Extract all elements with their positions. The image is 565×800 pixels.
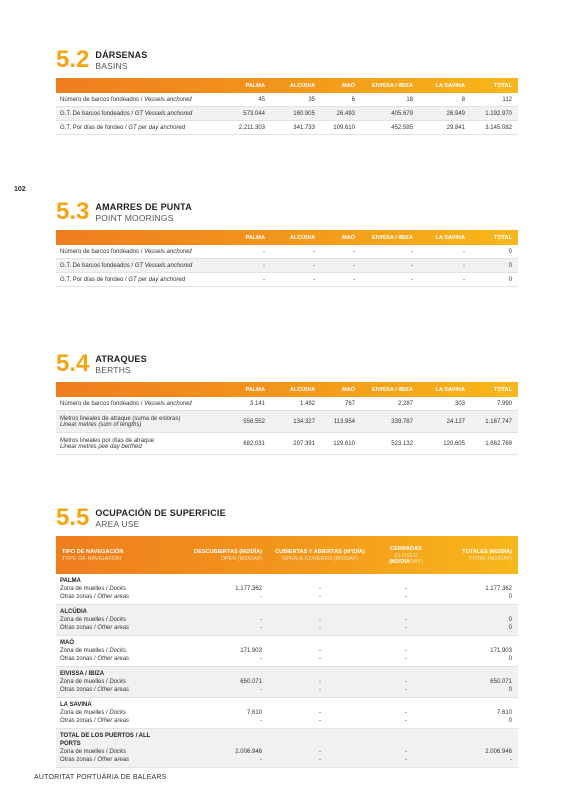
- row-label: LA SAVINA Zona de muelles / Docks Otras zonas / Other areas: [56, 698, 176, 729]
- group-name: PALMA: [60, 578, 81, 584]
- cell: 556.552: [226, 411, 271, 433]
- cell: 29.841: [419, 121, 471, 135]
- cell: 405.679: [361, 107, 419, 121]
- group-name: ALCÚDIA: [60, 609, 87, 615]
- cell: -: [361, 259, 419, 273]
- cell: 26.493: [321, 107, 361, 121]
- table-row: [56, 245, 518, 259]
- cell-covered: - -: [268, 636, 378, 667]
- cell-covered: - -: [268, 698, 378, 729]
- cell-total: 171.903 0: [440, 636, 518, 667]
- cell: 452.595: [361, 121, 419, 135]
- row-label: PALMA Zona de muelles / Docks Otras zonas / Other areas: [56, 574, 176, 605]
- cell-closed: - -: [378, 636, 440, 667]
- cell-closed: - -: [378, 605, 440, 636]
- section-subtitle: BERTHS: [95, 365, 131, 375]
- header-mao: MAÓ: [341, 82, 355, 89]
- cell: 3.141: [226, 397, 271, 411]
- footer: AUTORITAT PORTUÀRIA DE BALEARS: [34, 774, 167, 781]
- cell: 18: [361, 93, 419, 107]
- row-label: MAÓ Zona de muelles / Docks Otras zonas / Other areas: [56, 636, 176, 667]
- header-total: TOTAL: [493, 386, 512, 393]
- section-area-use: [56, 494, 518, 768]
- table-row: [56, 397, 518, 411]
- table-header-row: [56, 78, 518, 93]
- section-subtitle: POINT MOORINGS: [95, 213, 174, 223]
- cell: 1.662.769: [471, 433, 518, 455]
- table-row: [56, 698, 518, 729]
- header-label: [56, 382, 226, 397]
- cell: 339.787: [361, 411, 419, 433]
- header-navigation-type: TIPO DE NAVEGACIÓN TYPE OF NAVIGATION: [62, 548, 124, 562]
- cell: 1.492: [271, 397, 321, 411]
- table-header-row: [56, 382, 518, 397]
- section-basins: [56, 36, 518, 135]
- cell: 0: [471, 259, 518, 273]
- table-row: [56, 259, 518, 273]
- cell: 113.954: [321, 411, 361, 433]
- header-la-savina: LA SAVINA: [435, 386, 465, 393]
- cell-open: 171.903 -: [176, 636, 268, 667]
- row-label: Número de barcos fondeados / Vessels anchored: [56, 397, 226, 411]
- section-header: [56, 494, 518, 530]
- header-mao: MAÓ: [341, 386, 355, 393]
- cell: 3.145.082: [471, 121, 518, 135]
- header-total: TOTAL: [493, 82, 512, 89]
- cell: 26.949: [419, 107, 471, 121]
- cell: 7.990: [471, 397, 518, 411]
- cell-total: 0 0: [440, 605, 518, 636]
- header-eivissa: EIVISSA / IBIZA: [371, 82, 413, 89]
- header-covered: CUBIERTAS Y ABIERTAS (M²/DÍA) OPEN & COVERED (M2/DAY): [275, 548, 365, 562]
- cell: 6: [321, 93, 361, 107]
- cell-closed: - -: [378, 574, 440, 605]
- cell: -: [226, 245, 271, 259]
- point-moorings-table: [56, 230, 518, 287]
- header-palma: PALMA: [245, 82, 265, 89]
- berths-table: [56, 382, 518, 455]
- section-title: ATRAQUES: [95, 354, 147, 364]
- cell: -: [321, 259, 361, 273]
- header-alcudia: ALCÚDIA: [289, 234, 315, 241]
- table-header-row: [56, 536, 518, 574]
- cell: 0: [471, 245, 518, 259]
- cell: 0: [471, 273, 518, 287]
- cell-closed: - -: [378, 729, 440, 768]
- cell: 109.610: [321, 121, 361, 135]
- row-label: Número de barcos fondeados / Vessels anchored: [56, 245, 226, 259]
- cell-total: 1.177.362 0: [440, 574, 518, 605]
- cell: 134.327: [271, 411, 321, 433]
- cell: 303: [419, 397, 471, 411]
- cell-open: 2.006.946 -: [176, 729, 268, 768]
- header-closed: CERRADAS CLOSED (M2/DÍADAY): [389, 545, 423, 565]
- cell: -: [226, 273, 271, 287]
- table-row: [56, 667, 518, 698]
- cell: 2.287: [361, 397, 419, 411]
- row-label: G.T. De barcos fondeados / GT Vessels anchored: [56, 107, 226, 121]
- cell: 2.211.303: [226, 121, 271, 135]
- cell: 1.192.970: [471, 107, 518, 121]
- area-use-table: [56, 536, 518, 768]
- header-la-savina: LA SAVINA: [435, 82, 465, 89]
- table-row: [56, 574, 518, 605]
- section-title: DÁRSENAS: [95, 50, 148, 60]
- cell: -: [271, 273, 321, 287]
- row-label: G.T. Por días de fondeo / GT per day anchored: [56, 121, 226, 135]
- section-title: AMARRES DE PUNTA: [95, 202, 192, 212]
- section-point-moorings: [56, 188, 518, 287]
- cell: -: [321, 273, 361, 287]
- table-row: [56, 636, 518, 667]
- section-number: 5.3: [56, 198, 90, 225]
- row-label: Número de barcos fondeados / Vessels anchored: [56, 93, 226, 107]
- cell-covered: - -: [268, 667, 378, 698]
- cell: 35: [271, 93, 321, 107]
- cell: 682.031: [226, 433, 271, 455]
- row-label: TOTAL DE LOS PUERTOS / ALL PORTS Zona de muelles / Docks Otras zonas / Other areas: [56, 729, 176, 768]
- header-total: TOTAL: [493, 234, 512, 241]
- cell: -: [361, 273, 419, 287]
- cell: -: [419, 259, 471, 273]
- row-label: G.T. Por días de fondeo / GT per day anchored: [56, 273, 226, 287]
- cell: 573.044: [226, 107, 271, 121]
- header-palma: PALMA: [245, 386, 265, 393]
- cell-covered: - -: [268, 729, 378, 768]
- header-alcudia: ALCÚDIA: [289, 386, 315, 393]
- group-name: MAÓ: [60, 640, 74, 646]
- cell: 160.905: [271, 107, 321, 121]
- header-open: DESCUBIERTAS (M2/DÍA) OPEN (M2/DAY): [194, 548, 262, 562]
- basins-table: [56, 78, 518, 135]
- cell-closed: - -: [378, 667, 440, 698]
- cell: 24.127: [419, 411, 471, 433]
- header-totals: TOTALES (M2/DÍA) TOTAL (M2/DAY): [462, 548, 512, 562]
- section-number: 5.2: [56, 46, 90, 73]
- cell-open: 650.071 -: [176, 667, 268, 698]
- table-row: [56, 729, 518, 768]
- cell: -: [419, 245, 471, 259]
- section-header: [56, 36, 518, 72]
- section-subtitle: AREA USE: [95, 519, 140, 529]
- cell-total: 7.610 0: [440, 698, 518, 729]
- cell: 341.733: [271, 121, 321, 135]
- cell: -: [419, 273, 471, 287]
- cell-closed: - -: [378, 698, 440, 729]
- table-row: [56, 605, 518, 636]
- table-header-row: [56, 230, 518, 245]
- cell: 45: [226, 93, 271, 107]
- cell: -: [271, 259, 321, 273]
- header-mao: MAÓ: [341, 234, 355, 241]
- group-name: TOTAL DE LOS PUERTOS / ALL PORTS: [60, 733, 151, 747]
- cell-open: 1.177.362 -: [176, 574, 268, 605]
- table-row: [56, 107, 518, 121]
- header-label: [56, 230, 226, 245]
- cell: -: [271, 245, 321, 259]
- row-label: EIVISSA / IBIZA Zona de muelles / Docks Otras zonas / Other areas: [56, 667, 176, 698]
- table-row: [56, 121, 518, 135]
- section-title: OCUPACIÓN DE SUPERFICIE: [95, 508, 226, 518]
- row-label: G.T. De barcos fondeados / GT Vessels anchored: [56, 259, 226, 273]
- cell: -: [321, 245, 361, 259]
- table-row: [56, 433, 518, 455]
- group-name: LA SAVINA: [60, 702, 92, 708]
- cell-total: 2.006.946 -: [440, 729, 518, 768]
- header-label: [56, 78, 226, 93]
- cell-open: - -: [176, 605, 268, 636]
- cell: -: [361, 245, 419, 259]
- page-number: 102: [14, 186, 26, 193]
- cell-total: 650.071 0: [440, 667, 518, 698]
- section-berths: [56, 340, 518, 455]
- table-row: [56, 93, 518, 107]
- table-row: [56, 411, 518, 433]
- cell: -: [226, 259, 271, 273]
- header-eivissa: EIVISSA / IBIZA: [371, 234, 413, 241]
- section-header: [56, 340, 518, 376]
- header-alcudia: ALCÚDIA: [289, 82, 315, 89]
- row-label: Metros lineales por días de atraque Linear metres pee day berthed: [56, 433, 226, 455]
- header-palma: PALMA: [245, 234, 265, 241]
- section-number: 5.4: [56, 350, 90, 377]
- cell: 129.610: [321, 433, 361, 455]
- header-la-savina: LA SAVINA: [435, 234, 465, 241]
- table-row: [56, 273, 518, 287]
- cell: 120.605: [419, 433, 471, 455]
- header-eivissa: EIVISSA / IBIZA: [371, 386, 413, 393]
- section-number: 5.5: [56, 504, 90, 531]
- cell: 207.391: [271, 433, 321, 455]
- cell: 523.132: [361, 433, 419, 455]
- section-header: [56, 188, 518, 224]
- row-label: ALCÚDIA Zona de muelles / Docks Otras zonas / Other areas: [56, 605, 176, 636]
- cell-covered: - -: [268, 574, 378, 605]
- group-name: EIVISSA / IBIZA: [60, 671, 105, 677]
- cell-open: 7.610 -: [176, 698, 268, 729]
- row-label: Metros lineales de atraque (suma de esloras) Linear metres (sum of lengths): [56, 411, 226, 433]
- cell: 767: [321, 397, 361, 411]
- cell-covered: - -: [268, 605, 378, 636]
- cell: 1.167.747: [471, 411, 518, 433]
- cell: 112: [471, 93, 518, 107]
- cell: 8: [419, 93, 471, 107]
- section-subtitle: BASINS: [95, 61, 128, 71]
